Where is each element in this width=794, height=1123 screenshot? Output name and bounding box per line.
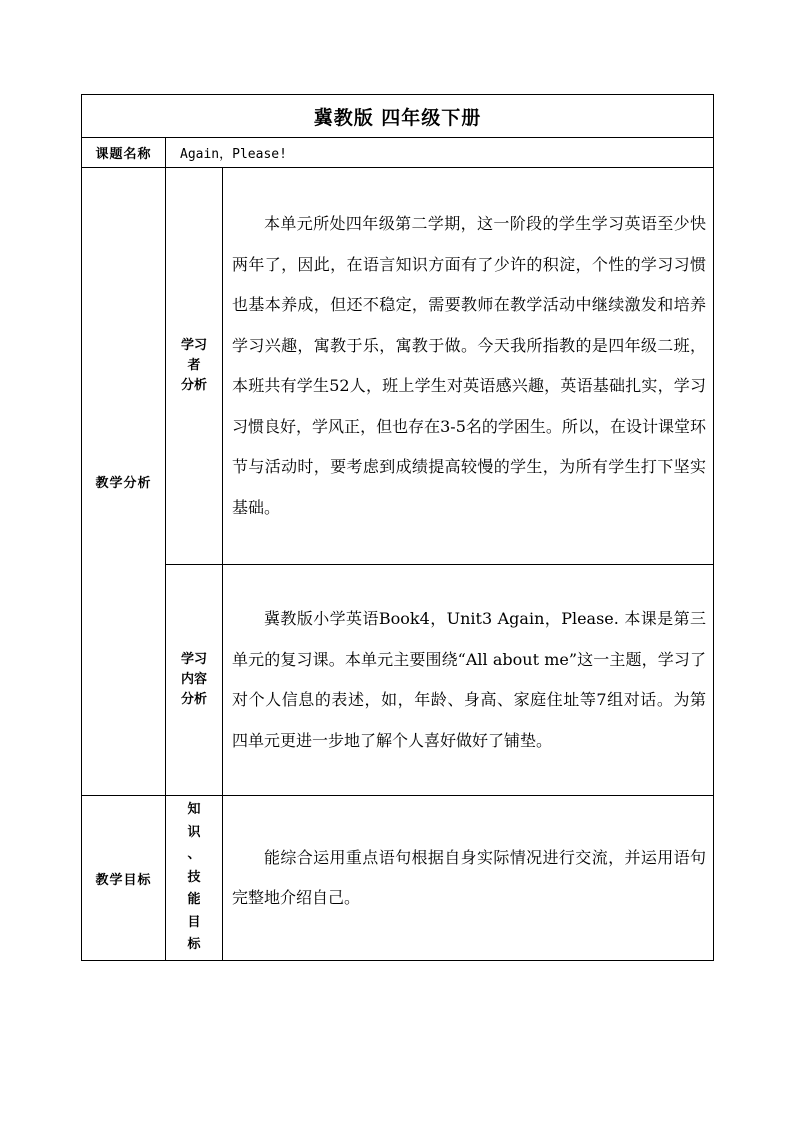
lesson-name-label: 课题名称: [82, 138, 166, 168]
teaching-goals-row: [82, 796, 714, 961]
teaching-analysis-label: 教学分析: [82, 168, 166, 796]
goal-label-char: 目: [187, 914, 201, 930]
learner-label-line: 者: [187, 358, 201, 373]
lesson-plan-table: [81, 94, 714, 961]
lesson-name-row: [82, 138, 714, 168]
knowledge-skill-goal-text: 能综合运用重点语句根据自身实际情况进行交流，并运用语句完整地介绍自己。: [223, 796, 714, 961]
content-label-line: 分析: [180, 692, 207, 707]
learner-label-line: 分析: [180, 378, 207, 393]
lesson-name-value: Again，Please!: [166, 138, 714, 168]
goal-label-char: 识: [187, 824, 201, 840]
content-label-line: 学习: [180, 652, 207, 667]
content-analysis-label: [166, 565, 223, 796]
learner-analysis-label: [166, 168, 223, 565]
content-analysis-text: 冀教版小学英语Book4，Unit3 Again，Please. 本课是第三单元的复习课。本单元主要围绕“All about me”这一主题，学习了对个人信息的表述，如，年龄、身高、家庭住址等7组对话。为第四单元更进一步地了解个人喜好做好了铺垫。: [223, 565, 714, 796]
learner-analysis-row: [82, 168, 714, 565]
goal-label-char: 、: [187, 847, 201, 863]
goal-label-char: 技: [187, 869, 201, 885]
document-title: 冀教版 四年级下册: [82, 95, 714, 138]
learner-analysis-text: 本单元所处四年级第二学期，这一阶段的学生学习英语至少快两年了，因此，在语言知识方面有了少许的积淀，个性的学习习惯也基本养成，但还不稳定，需要教师在教学活动中继续激发和培养学习兴趣，寓教于乐，寓教于做。今天我所指教的是四年级二班，本班共有学生52人，班上学生对英语感兴趣，英语基础扎实，学习习惯良好，学风正，但也存在3-5名的学困生。所以，在设计课堂环节与活动时，要考虑到成绩提高较慢的学生，为所有学生打下坚实基础。: [223, 168, 714, 565]
title-row: [82, 95, 714, 138]
content-label-line: 内容: [180, 672, 207, 687]
content-analysis-row: [82, 565, 714, 796]
goal-label-char: 知: [187, 802, 201, 818]
knowledge-skill-goal-label: [166, 796, 223, 961]
goal-label-char: 标: [187, 937, 201, 953]
goal-label-char: 能: [187, 892, 201, 908]
teaching-goals-label: 教学目标: [82, 796, 166, 961]
learner-label-line: 学习: [180, 338, 207, 353]
